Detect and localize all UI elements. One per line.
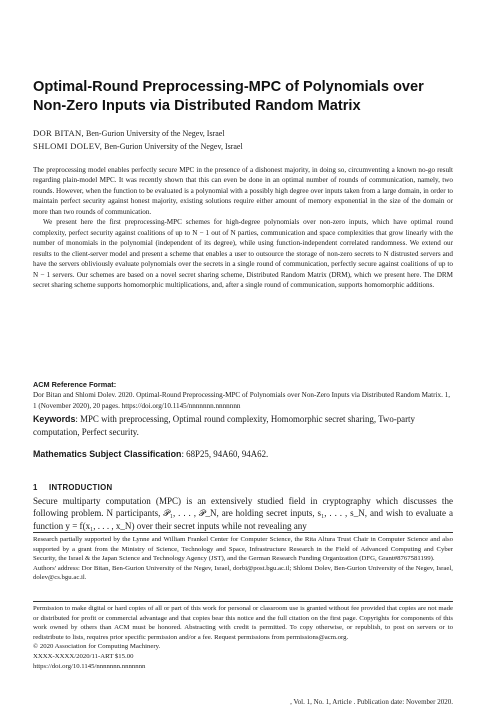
keywords [33,413,453,438]
author-list [33,127,453,153]
paper-title [33,78,453,116]
author-entry [33,140,453,153]
section-title: INTRODUCTION [49,483,113,492]
keywords-label: Keywords [33,414,76,424]
reference-text: Dor Bitan and Shlomi Dolev. 2020. Optimal-Round Preprocessing-MPC of Polynomials over Non-Zero Inputs via Distributed Random Matrix. 1, 1 (November 2020), 20 pages. https://doi.org/10.1145/nnnnnnn.nnnnnnn [33,391,451,410]
permission-divider [33,601,453,602]
copyright-line: © 2020 Association for Computing Machinery. [33,643,161,651]
funding-note-block [33,535,453,583]
footnote-divider [33,532,453,533]
permission-block [33,604,453,671]
doi-link[interactable]: https://doi.org/10.1145/nnnnnnn.nnnnnnn [33,662,146,670]
section-number: 1 [33,483,38,492]
funding-note: Research partially supported by the Lynne and William Frankel Center for Computer Science, the Rita Altura Trust Chair in Computer Science and also supported by a grant from the Ministry of Science, Technology and Space, Infrastructure Research in the Field of Advanced Computing and Cyber Security, the Israel & the Japan Science and Technology Agency (JST), and the German Research Funding Organization (DFG, Grant#8767581199). [33,536,453,563]
author-affiliation: Ben-Gurion University of the Negev, Israel [102,142,243,151]
author-affiliation: Ben-Gurion University of the Negev, Israel [84,129,225,138]
abstract-paragraph-2: We present here the first preprocessing-MPC schemes for high-degree polynomials over non-zero inputs, which have optimal round complexity, perfect security against coalitions of up to N − 1 out of N parties, communication and space complexities that grow linearly with the number of monomials in the polynomial (independent of its degree), while using function-independent correlated randomness. We extend our results to the client-server model and present a scheme that enables a user to outsource the storage of non-zero secrets to N distrusted servers and have the servers obliviously evaluate polynomials over the secrets in a single round of communication, perfectly secure against coalitions of up to N − 1 servers. Our schemes are based on a novel secret sharing scheme, Distributed Random Matrix (DRM), which we present here. The DRM secret sharing scheme supports homomorphic multiplications, and, after a single round of communication, supports homomorphic additions. [33,218,453,289]
keywords-text: : MPC with preprocessing, Optimal round complexity, Homomorphic secret sharing, Two-party computation, Perfect security. [33,414,415,437]
abstract-paragraph-1: The preprocessing model enables perfectly secure MPC in the presence of a dishonest majority, in doing so, circumventing a known no-go result regarding plain-model MPC. It was recently shown that this can even be done in an optimal number of rounds of communication, namely, two rounds. However, when the function to be evaluated is a polynomial with a possibly high degree over inputs taken from a large domain, in order to maintain perfect security against honest majority, existing solutions require either amount of memory exponential in the size of the domain or more than two rounds of communication. [33,166,453,216]
reference-heading: ACM Reference Format: [33,380,117,389]
address-note: Authors' address: Dor Bitan, Ben-Gurion University of the Negev, Israel, dorbi@post.bgu.ac.il; Shlomi Dolev, Ben-Gurion University of the Negev, Israel, dolev@cs.bgu.ac.il. [33,564,453,582]
section-heading [33,483,453,492]
permission-note: Permission to make digital or hard copies of all or part of this work for personal or classroom use is granted without fee provided that copies are not made or distributed for profit or commercial advantage and that copies bear this notice and the full citation on the first page. Copyrights for components of this work owned by others than ACM must be honored. Abstracting with credit is permitted. To copy otherwise, or republish, to post on servers or to redistribute to lists, requires prior specific permission and/or a fee. Request permissions from permissions@acm.org. [33,605,453,641]
author-name: SHLOMI DOLEV, [33,141,103,151]
author-entry [33,127,453,140]
acm-reference-format [33,380,453,411]
subject-classification [33,448,453,460]
abstract [33,165,453,290]
issn-line: XXXX-XXXX/2020/11-ART $15.00 [33,652,134,660]
title-line-2: Non-Zero Inputs via Distributed Random Matrix [33,98,361,114]
introduction-text: Secure multiparty computation (MPC) is an extensively studied field in cryptography which discusses the following problem. N participants, 𝒫₁, . . . , 𝒫_N, are holding secret inputs, s₁, . . . , s_N, and wish to evaluate a function y = f(x₁, . . . , x_N) over their secret inputs while not revealing any [33,496,453,531]
page-footer: , Vol. 1, No. 1, Article . Publication date: November 2020. [290,698,453,706]
msc-label: Mathematics Subject Classification [33,449,182,459]
msc-text: : 68P25, 94A60, 94A62. [181,449,269,459]
author-name: DOR BITAN, [33,128,85,138]
title-line-1: Optimal-Round Preprocessing-MPC of Polynomials over [33,79,424,95]
